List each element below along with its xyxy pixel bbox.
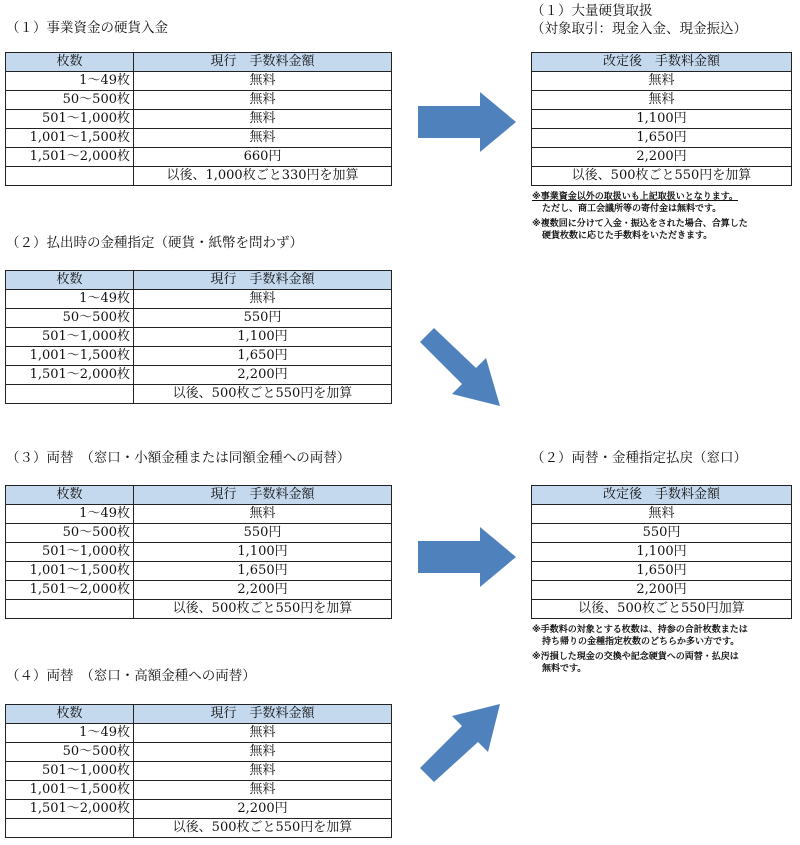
count-cell: 1,501～2,000枚 bbox=[6, 581, 134, 600]
fee-cell: 2,200円 bbox=[532, 581, 792, 600]
table-row bbox=[6, 309, 392, 328]
table-row bbox=[6, 347, 392, 366]
footer-cell: 以後、500枚ごと550円加算 bbox=[532, 600, 792, 619]
count-cell: 1,001～1,500枚 bbox=[6, 781, 134, 800]
empty-cell bbox=[6, 167, 134, 186]
section-2-title: （２）払出時の金種指定（硬貨・紙幣を問わず） bbox=[6, 235, 303, 251]
table-row bbox=[6, 724, 392, 743]
note-line: 持ち帰りの金種指定枚数のどちらか多い方です。 bbox=[542, 637, 740, 647]
fee-cell: 無料 bbox=[134, 724, 392, 743]
col-count-header: 枚数 bbox=[6, 705, 134, 724]
fee-cell: 550円 bbox=[134, 309, 392, 328]
section-4-title: （４）両替 （窓口・高額金種への両替） bbox=[6, 668, 256, 684]
fee-cell: 550円 bbox=[532, 524, 792, 543]
revised-fee-table-1 bbox=[531, 52, 792, 186]
note-line: ただし、商工会議所等の寄付金は無料です。 bbox=[542, 204, 722, 214]
empty-cell bbox=[6, 600, 134, 619]
count-cell: 1,501～2,000枚 bbox=[6, 800, 134, 819]
fee-table-1 bbox=[5, 52, 392, 186]
note-line: 硬貨枚数に応じた手数料をいただきます。 bbox=[542, 231, 713, 241]
table-row bbox=[6, 91, 392, 110]
right-arrow-icon bbox=[418, 92, 518, 152]
revised-section-1-notes bbox=[532, 191, 748, 242]
fee-cell: 無料 bbox=[134, 505, 392, 524]
table-footer-row bbox=[6, 600, 392, 619]
col-fee-header: 改定後 手数料金額 bbox=[532, 53, 792, 72]
diagonal-down-arrow-icon bbox=[420, 328, 504, 410]
fee-cell: 無料 bbox=[134, 290, 392, 309]
fee-cell: 1,100円 bbox=[134, 328, 392, 347]
col-fee-header: 改定後 手数料金額 bbox=[532, 486, 792, 505]
table-row bbox=[532, 581, 792, 600]
table-row bbox=[6, 562, 392, 581]
fee-cell: 無料 bbox=[134, 91, 392, 110]
fee-cell: 2,200円 bbox=[134, 800, 392, 819]
fee-cell: 無料 bbox=[532, 91, 792, 110]
count-cell: 501～1,000枚 bbox=[6, 110, 134, 129]
table-row bbox=[6, 743, 392, 762]
count-cell: 50～500枚 bbox=[6, 743, 134, 762]
fee-cell: 2,200円 bbox=[134, 366, 392, 385]
table-row bbox=[6, 781, 392, 800]
fee-cell: 1,100円 bbox=[532, 110, 792, 129]
footer-cell: 以後、500枚ごと550円を加算 bbox=[532, 167, 792, 186]
section-1-title: （１）事業資金の硬貨入金 bbox=[6, 20, 168, 36]
col-count-header: 枚数 bbox=[6, 271, 134, 290]
fee-cell: 無料 bbox=[532, 505, 792, 524]
revised-section-1-title: （１）大量硬貨取扱 （対象取引：現金入金、現金振込） bbox=[531, 3, 747, 37]
fee-cell: 無料 bbox=[134, 743, 392, 762]
table-row bbox=[6, 505, 392, 524]
table-row bbox=[532, 148, 792, 167]
count-cell: 1,001～1,500枚 bbox=[6, 347, 134, 366]
fee-table-2 bbox=[5, 270, 392, 404]
count-cell: 501～1,000枚 bbox=[6, 762, 134, 781]
count-cell: 1,001～1,500枚 bbox=[6, 129, 134, 148]
fee-cell: 1,650円 bbox=[134, 562, 392, 581]
table-row bbox=[6, 129, 392, 148]
table-row bbox=[532, 562, 792, 581]
table-row bbox=[532, 110, 792, 129]
col-count-header: 枚数 bbox=[6, 53, 134, 72]
count-cell: 1～49枚 bbox=[6, 724, 134, 743]
count-cell: 1～49枚 bbox=[6, 72, 134, 91]
table-row bbox=[6, 524, 392, 543]
count-cell: 50～500枚 bbox=[6, 91, 134, 110]
table-row bbox=[6, 148, 392, 167]
note-line: ※手数料の対象とする枚数は、持参の合計枚数または bbox=[532, 625, 748, 635]
fee-cell: 無料 bbox=[134, 129, 392, 148]
footer-cell: 以後、1,000枚ごと330円を加算 bbox=[134, 167, 392, 186]
table-row bbox=[6, 800, 392, 819]
note-line: 無料です。 bbox=[542, 664, 587, 674]
count-cell: 1～49枚 bbox=[6, 290, 134, 309]
table-footer-row bbox=[532, 600, 792, 619]
fee-cell: 1,650円 bbox=[532, 129, 792, 148]
table-row bbox=[532, 524, 792, 543]
fee-cell: 1,650円 bbox=[134, 347, 392, 366]
section-3-title: （３）両替 （窓口・小額金種または同額金種への両替） bbox=[6, 450, 351, 466]
empty-cell bbox=[6, 385, 134, 404]
table-row bbox=[532, 543, 792, 562]
table-header-row bbox=[6, 705, 392, 724]
fee-cell: 2,200円 bbox=[532, 148, 792, 167]
table-footer-row bbox=[6, 819, 392, 838]
footer-cell: 以後、500枚ごと550円を加算 bbox=[134, 385, 392, 404]
note-line: ※事業資金以外の取扱いも上記取扱いとなります。 bbox=[532, 192, 739, 202]
count-cell: 1,501～2,000枚 bbox=[6, 148, 134, 167]
table-footer-row bbox=[6, 385, 392, 404]
table-row bbox=[6, 290, 392, 309]
col-fee-header: 現行 手数料金額 bbox=[134, 705, 392, 724]
fee-cell: 無料 bbox=[532, 72, 792, 91]
table-header-row bbox=[6, 486, 392, 505]
fee-cell: 2,200円 bbox=[134, 581, 392, 600]
table-row bbox=[532, 505, 792, 524]
fee-cell: 660円 bbox=[134, 148, 392, 167]
table-footer-row bbox=[532, 167, 792, 186]
col-fee-header: 現行 手数料金額 bbox=[134, 486, 392, 505]
table-row bbox=[6, 110, 392, 129]
table-row bbox=[6, 366, 392, 385]
count-cell: 50～500枚 bbox=[6, 524, 134, 543]
diagonal-up-arrow-icon bbox=[420, 700, 504, 782]
fee-table-4 bbox=[5, 704, 392, 838]
fee-cell: 550円 bbox=[134, 524, 392, 543]
footer-cell: 以後、500枚ごと550円を加算 bbox=[134, 600, 392, 619]
fee-cell: 1,100円 bbox=[532, 543, 792, 562]
count-cell: 1,001～1,500枚 bbox=[6, 562, 134, 581]
fee-cell: 無料 bbox=[134, 781, 392, 800]
fee-cell: 無料 bbox=[134, 762, 392, 781]
footer-cell: 以後、500枚ごと550円を加算 bbox=[134, 819, 392, 838]
table-row bbox=[532, 129, 792, 148]
count-cell: 1～49枚 bbox=[6, 505, 134, 524]
col-fee-header: 現行 手数料金額 bbox=[134, 53, 392, 72]
count-cell: 1,501～2,000枚 bbox=[6, 366, 134, 385]
table-row bbox=[6, 543, 392, 562]
count-cell: 50～500枚 bbox=[6, 309, 134, 328]
fee-cell: 無料 bbox=[134, 110, 392, 129]
note-line: ※複数回に分けて入金・振込をされた場合、合算した bbox=[532, 219, 748, 229]
count-cell: 501～1,000枚 bbox=[6, 543, 134, 562]
table-footer-row bbox=[6, 167, 392, 186]
fee-cell: 無料 bbox=[134, 72, 392, 91]
revised-section-2-title: （２）両替・金種指定払戻（窓口） bbox=[531, 450, 747, 466]
table-header-row bbox=[532, 486, 792, 505]
revised-fee-table-2 bbox=[531, 485, 792, 619]
fee-table-3 bbox=[5, 485, 392, 619]
table-row bbox=[6, 581, 392, 600]
table-row bbox=[6, 72, 392, 91]
table-header-row bbox=[6, 53, 392, 72]
col-count-header: 枚数 bbox=[6, 486, 134, 505]
fee-cell: 1,100円 bbox=[134, 543, 392, 562]
table-header-row bbox=[6, 271, 392, 290]
table-row bbox=[532, 91, 792, 110]
table-row bbox=[532, 72, 792, 91]
note-line: ※汚損した現金の交換や記念硬貨への両替・払戻は bbox=[532, 652, 739, 662]
table-row bbox=[6, 762, 392, 781]
table-header-row bbox=[532, 53, 792, 72]
fee-cell: 1,650円 bbox=[532, 562, 792, 581]
col-fee-header: 現行 手数料金額 bbox=[134, 271, 392, 290]
revised-section-2-notes bbox=[532, 624, 748, 675]
right-arrow-icon bbox=[418, 527, 518, 587]
table-row bbox=[6, 328, 392, 347]
empty-cell bbox=[6, 819, 134, 838]
count-cell: 501～1,000枚 bbox=[6, 328, 134, 347]
